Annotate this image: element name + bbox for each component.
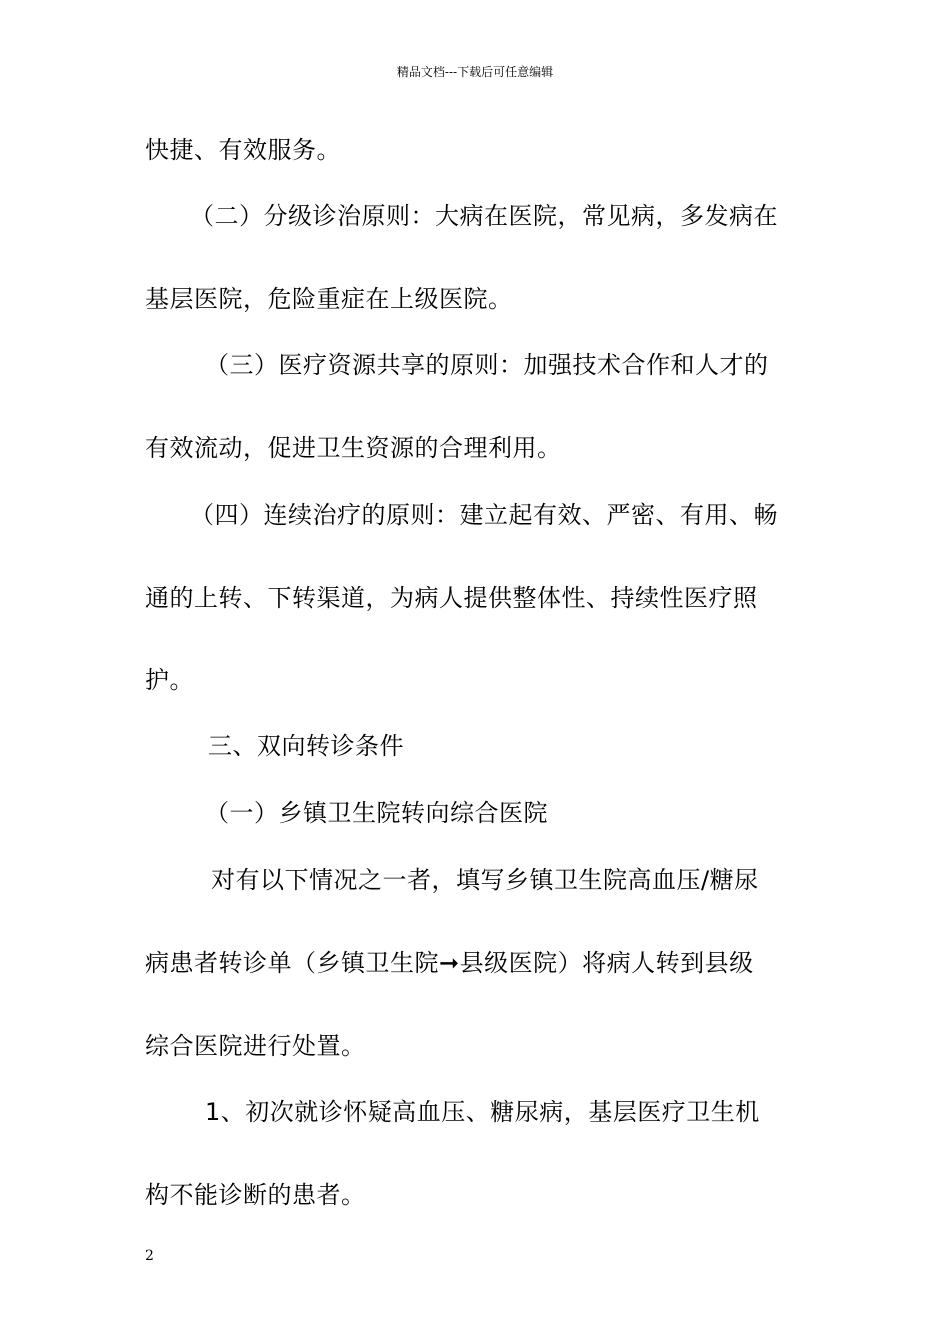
paragraph-line: 基层医院，危险重症在上级医院。: [145, 285, 513, 313]
paragraph-line: 有效流动，促进卫生资源的合理利用。: [145, 434, 562, 462]
paragraph-line: 构不能诊断的患者。: [145, 1181, 366, 1209]
paragraph-line: 通的上转、下转渠道，为病人提供整体性、持续性医疗照: [145, 584, 758, 612]
paragraph-line: 快捷、有效服务。: [145, 136, 341, 164]
paragraph-line: （二）分级诊治原则：大病在医院，常见病，多发病在: [190, 202, 778, 230]
paragraph-line: 护。: [145, 666, 194, 694]
page-number: 2: [145, 1248, 154, 1264]
paragraph-line: 对有以下情况之一者，填写乡镇卫生院高血压/糖尿: [211, 866, 759, 894]
paragraph-line: 病患者转诊单（乡镇卫生院➞县级医院）将病人转到县级: [145, 949, 754, 977]
paragraph-line: （四）连续治疗的原则：建立起有效、严密、有用、畅: [190, 501, 778, 529]
paragraph-line: 1、初次就诊怀疑高血压、糖尿病，基层医疗卫生机: [205, 1098, 760, 1126]
paragraph-line: 综合医院进行处置。: [145, 1032, 366, 1060]
subsection-heading: （一）乡镇卫生院转向综合医院: [205, 799, 548, 827]
section-heading: 三、双向转诊条件: [208, 732, 404, 760]
paragraph-line: （三）医疗资源共享的原则：加强技术合作和人才的: [205, 351, 769, 379]
page-header: 精品文档---下载后可任意编辑: [396, 65, 554, 79]
